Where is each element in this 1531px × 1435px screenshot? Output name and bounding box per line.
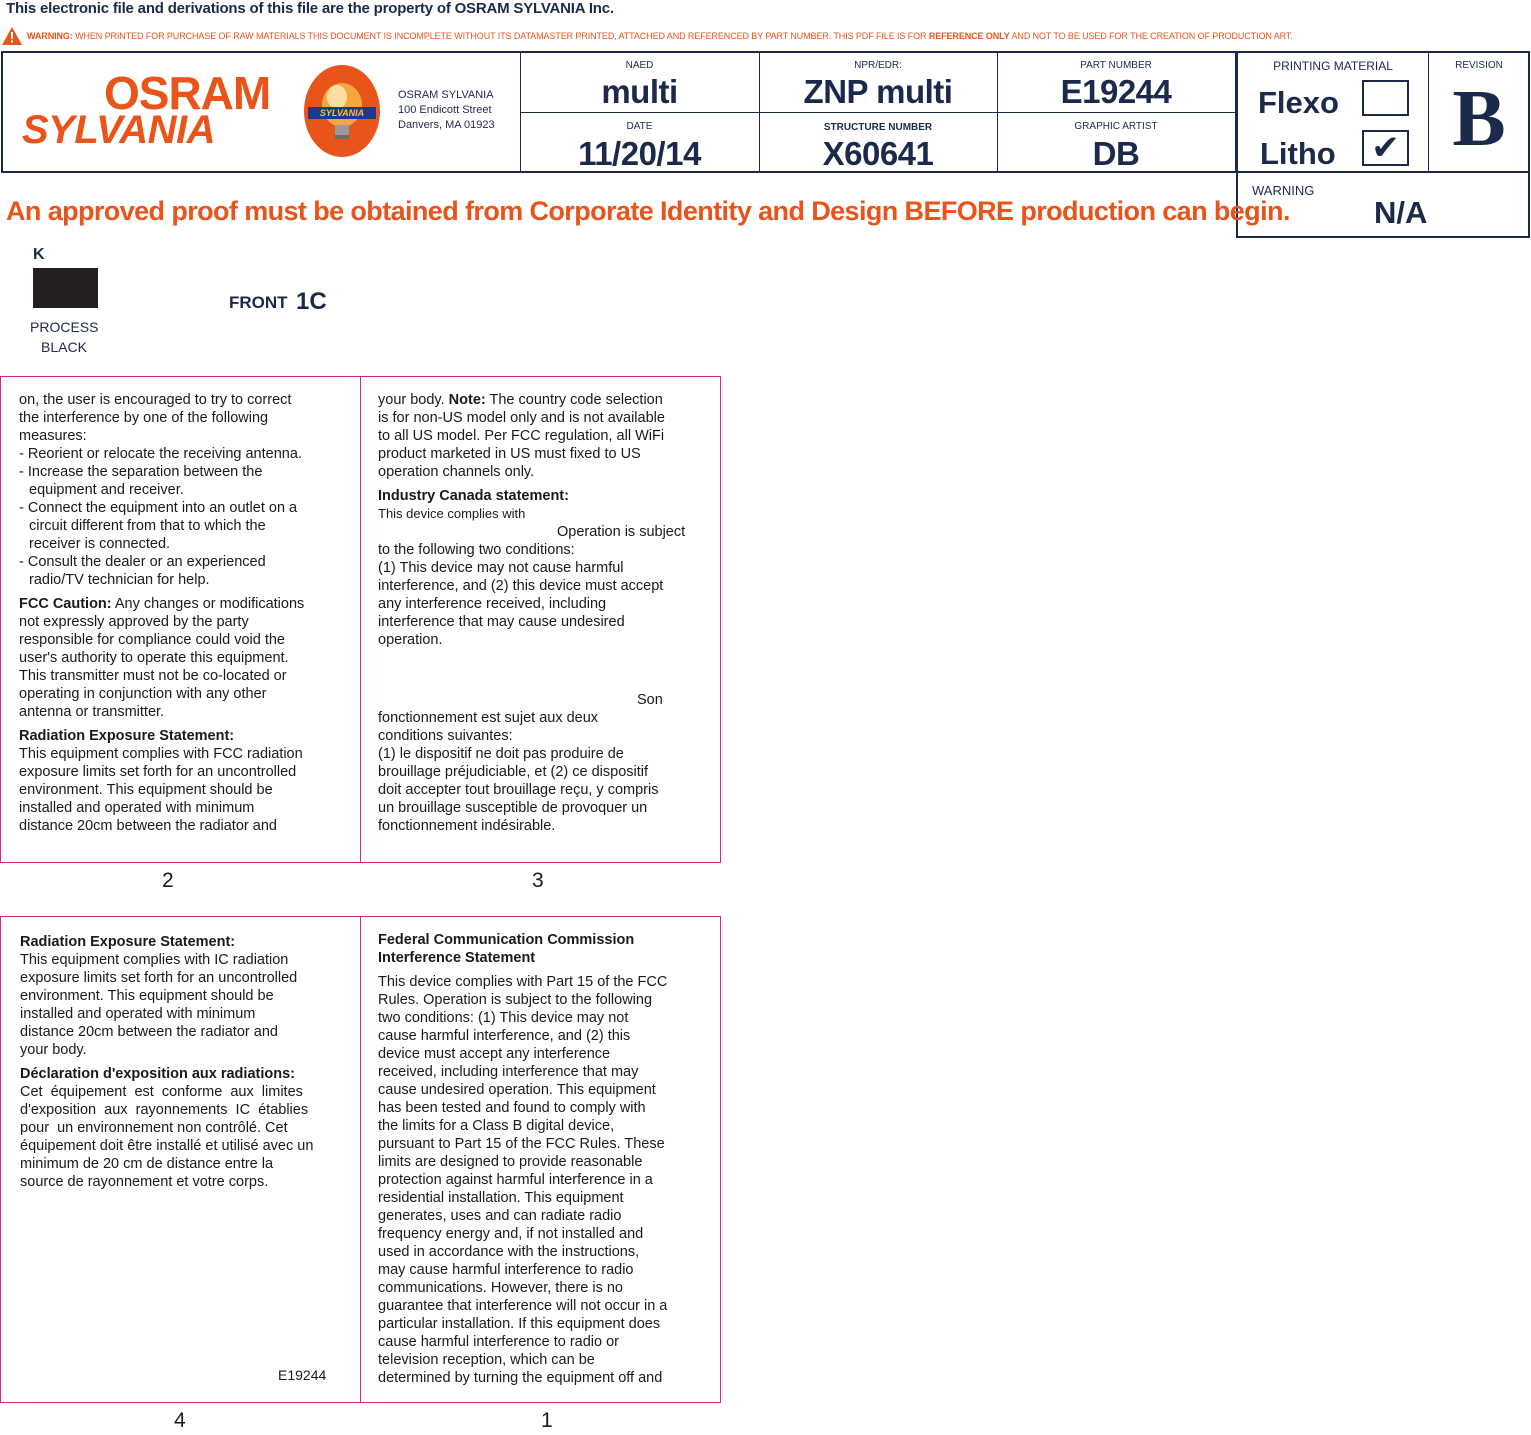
- litho-label: Litho: [1260, 136, 1336, 171]
- text-line: conditions suivantes:: [378, 728, 513, 744]
- text-line: product marketed in US must fixed to US: [378, 446, 641, 462]
- text-line: environment. This equipment should be: [20, 988, 274, 1004]
- warning-row: [2, 26, 1293, 46]
- text-line: receiver is connected.: [29, 536, 171, 552]
- panel-number-3: 3: [532, 869, 544, 892]
- npr-value: ZNP multi: [803, 73, 953, 110]
- structure-number-label: STRUCTURE NUMBER: [823, 122, 933, 133]
- osram-logo: OSRAM: [104, 67, 271, 119]
- sylvania-logo: SYLVANIA: [22, 108, 216, 152]
- text-line: exposure limits set forth for an uncontrolled: [20, 970, 298, 986]
- panel-1-text: [378, 931, 713, 1387]
- swatch-name-line: BLACK: [41, 339, 87, 355]
- text-line: distance 20cm between the radiator and: [19, 818, 277, 834]
- text-line: to all US model. Per FCC regulation, all WiFi: [378, 428, 665, 444]
- text-line: determined by turning the equipment off and: [378, 1370, 663, 1386]
- text-line: protection against harmful interference in a: [378, 1172, 653, 1188]
- text-line: minimum de 20 cm de distance entre la: [20, 1156, 274, 1172]
- text-line: operation channels only.: [378, 464, 535, 480]
- warning-block-value: N/A: [1374, 195, 1428, 230]
- graphic-artist-label: GRAPHIC ARTIST: [1074, 121, 1158, 132]
- text-line: Operation is subject: [557, 524, 686, 540]
- text-line: fonctionnement est sujet aux deux: [378, 710, 599, 726]
- text-line: équipement doit être installé et utilisé avec un: [20, 1138, 314, 1154]
- npr-label: NPR/EDR:: [854, 60, 902, 71]
- text-run: your body.: [378, 392, 449, 408]
- text-line: cause harmful interference, and (2) this: [378, 1028, 631, 1044]
- text-line: device must accept any interference: [378, 1046, 611, 1062]
- text-line: This transmitter must not be co-located or: [19, 668, 287, 684]
- text-line: cause harmful interference to radio or: [378, 1334, 619, 1350]
- text-line: environment. This equipment should be: [19, 782, 273, 798]
- text-line: [19, 595, 354, 613]
- text-line: brouillage préjudiciable, et (2) ce dispositif: [378, 764, 649, 780]
- text-line: [378, 391, 713, 409]
- text-line: frequency energy and, if not installed and: [378, 1226, 644, 1242]
- text-line: (1) This device may not cause harmful: [378, 560, 624, 576]
- declaration-heading: Déclaration d'exposition aux radiations:: [20, 1066, 295, 1082]
- text-line: has been tested and found to comply with: [378, 1100, 646, 1116]
- text-line: This equipment complies with IC radiation: [20, 952, 289, 968]
- text-line: residential installation. This equipment: [378, 1190, 624, 1206]
- front-color-code: 1C: [296, 288, 327, 315]
- warning-block-label: WARNING: [1252, 183, 1315, 198]
- warning-text-part2: AND NOT TO BE USED FOR THE CREATION OF PRODUCTION ART.: [1009, 31, 1293, 41]
- text-line: particular installation. If this equipment does: [378, 1316, 661, 1332]
- date-label: DATE: [626, 121, 653, 132]
- property-notice: This electronic file and derivations of this file are the property of OSRAM SYLVANIA Inc.: [6, 0, 614, 17]
- warning-triangle-icon: [2, 27, 22, 45]
- text-line: doit accepter tout brouillage reçu, y compris: [378, 782, 659, 798]
- text-line: distance 20cm between the radiator and: [20, 1024, 278, 1040]
- text-run: The country code selection: [485, 392, 663, 408]
- text-line: installed and operated with minimum: [19, 800, 255, 816]
- text-line: guarantee that interference will not occur in a: [378, 1298, 668, 1314]
- text-line: is for non-US model only and is not available: [378, 410, 665, 426]
- text-line: exposure limits set forth for an uncontrolled: [19, 764, 297, 780]
- text-line: received, including interference that may: [378, 1064, 639, 1080]
- bulb-text: SYLVANIA: [319, 108, 365, 118]
- warning-label: WARNING:: [27, 31, 73, 41]
- text-line: the limits for a Class B digital device,: [378, 1118, 615, 1134]
- text-line: any interference received, including: [378, 596, 607, 612]
- text-line: fonctionnement indésirable.: [378, 818, 556, 834]
- part-number-value: E19244: [1060, 73, 1172, 110]
- text-line: [20, 1065, 355, 1083]
- panel-2-text: [19, 391, 354, 835]
- part-number-label: PART NUMBER: [1080, 60, 1152, 71]
- revision-label: REVISION: [1455, 60, 1503, 71]
- text-line: [19, 727, 354, 745]
- process-black-swatch: [33, 268, 98, 308]
- text-line: operation.: [378, 632, 443, 648]
- fcc-caution-heading: FCC Caution:: [19, 596, 112, 612]
- text-line: equipment and receiver.: [29, 482, 184, 498]
- industry-canada-heading: Industry Canada statement:: [378, 488, 569, 504]
- text-line: to the following two conditions:: [378, 542, 575, 558]
- swatch-name: [30, 317, 98, 357]
- fcc-statement-heading: Federal Communication Commission: [378, 932, 635, 948]
- panel-number-2: 2: [162, 869, 174, 892]
- warning-text-bold: REFERENCE ONLY: [928, 31, 1010, 41]
- litho-checkbox[interactable]: [1362, 130, 1409, 166]
- k-color-label: K: [33, 246, 45, 263]
- text-line: This device complies with: [378, 506, 526, 521]
- company-address: [398, 88, 495, 133]
- flexo-label: Flexo: [1258, 85, 1339, 120]
- text-line: interference that may cause undesired: [378, 614, 625, 630]
- text-line: interference, and (2) this device must accept: [378, 578, 664, 594]
- flexo-checkbox[interactable]: [1362, 80, 1409, 116]
- fcc-statement-heading: Interference Statement: [378, 950, 536, 966]
- text-line: communications. However, there is no: [378, 1280, 623, 1296]
- text-line: d'exposition aux rayonnements IC établies: [20, 1102, 309, 1118]
- graphic-artist-value: DB: [1092, 135, 1140, 172]
- text-line: may cause harmful interference to radio: [378, 1262, 634, 1278]
- text-line: - Connect the equipment into an outlet on a: [19, 500, 298, 516]
- text-line: generates, uses and can radiate radio: [378, 1208, 622, 1224]
- naed-value: multi: [601, 73, 678, 110]
- text-line: circuit different from that to which the: [29, 518, 266, 534]
- date-value: 11/20/14: [578, 135, 701, 172]
- address-line: Danvers, MA 01923: [398, 119, 495, 131]
- text-line: [378, 949, 713, 967]
- revision-value: B: [1452, 75, 1506, 163]
- approval-notice: An approved proof must be obtained from Corporate Identity and Design BEFORE production can begin.: [6, 196, 1290, 226]
- text-line: your body.: [20, 1042, 87, 1058]
- structure-number-value: X60641: [822, 135, 934, 172]
- text-line: [20, 933, 355, 951]
- text-line: installed and operated with minimum: [20, 1006, 256, 1022]
- text-run: Any changes or modifications: [111, 596, 305, 612]
- text-line: used in accordance with the instructions,: [378, 1244, 640, 1260]
- text-line: antenna or transmitter.: [19, 704, 165, 720]
- text-line: - Increase the separation between the: [19, 464, 263, 480]
- text-line: - Reorient or relocate the receiving antenna.: [19, 446, 302, 462]
- sylvania-bulb-logo-icon: [302, 63, 382, 159]
- text-line: Cet équipement est conforme aux limites: [20, 1084, 303, 1100]
- text-line: cause undesired operation. This equipment: [378, 1082, 656, 1098]
- text-line: user's authority to operate this equipment.: [19, 650, 289, 666]
- text-line: radio/TV technician for help.: [29, 572, 210, 588]
- panel-3-text: [378, 391, 713, 835]
- text-line: responsible for compliance could void the: [19, 632, 285, 648]
- part-code: E19244: [278, 1367, 327, 1383]
- text-line: This equipment complies with FCC radiation: [19, 746, 303, 762]
- panel-number-1: 1: [541, 1409, 553, 1432]
- panel-4-text: [20, 933, 355, 1191]
- address-line: OSRAM SYLVANIA: [398, 89, 494, 101]
- panel-number-4: 4: [174, 1409, 186, 1432]
- text-line: operating in conjunction with any other: [19, 686, 267, 702]
- warning-text-part1: WHEN PRINTED FOR PURCHASE OF RAW MATERIALS THIS DOCUMENT IS INCOMPLETE WITHOUT ITS DATAMASTER PRINTED, ATTACHED AND REFERENCED BY PART NUMBER. THIS PDF FILE IS FOR: [75, 31, 929, 41]
- text-line: measures:: [19, 428, 87, 444]
- text-line: This device complies with Part 15 of the FCC: [378, 974, 668, 990]
- text-line: Son: [637, 692, 663, 708]
- text-line: Rules. Operation is subject to the following: [378, 992, 653, 1008]
- printing-material-block: [1236, 51, 1530, 173]
- printing-material-label: PRINTING MATERIAL: [1273, 59, 1393, 73]
- text-line: on, the user is encouraged to try to correct: [19, 392, 292, 408]
- radiation-heading: Radiation Exposure Statement:: [20, 934, 236, 950]
- text-line: (1) le dispositif ne doit pas produire de: [378, 746, 624, 762]
- text-line: un brouillage susceptible de provoquer un: [378, 800, 648, 816]
- text-line: limits are designed to provide reasonable: [378, 1154, 643, 1170]
- radiation-heading: Radiation Exposure Statement:: [19, 728, 235, 744]
- text-line: pour un environnement non contrôlé. Cet: [20, 1120, 288, 1136]
- text-line: [378, 931, 713, 949]
- text-line: not expressly approved by the party: [19, 614, 249, 630]
- text-line: [378, 487, 713, 505]
- text-line: television reception, which can be: [378, 1352, 595, 1368]
- text-line: two conditions: (1) This device may not: [378, 1010, 629, 1026]
- text-line: - Consult the dealer or an experienced: [19, 554, 266, 570]
- warning-text: [27, 31, 1293, 41]
- address-line: 100 Endicott Street: [398, 104, 492, 116]
- text-line: the interference by one of the following: [19, 410, 269, 426]
- text-line: pursuant to Part 15 of the FCC Rules. These: [378, 1136, 665, 1152]
- text-line: source de rayonnement et votre corps.: [20, 1174, 269, 1190]
- note-heading: Note:: [448, 392, 486, 408]
- swatch-name-line: PROCESS: [30, 319, 99, 335]
- check-icon: ✔: [1371, 129, 1400, 167]
- naed-label: NAED: [625, 60, 654, 71]
- front-label: FRONT: [229, 293, 288, 312]
